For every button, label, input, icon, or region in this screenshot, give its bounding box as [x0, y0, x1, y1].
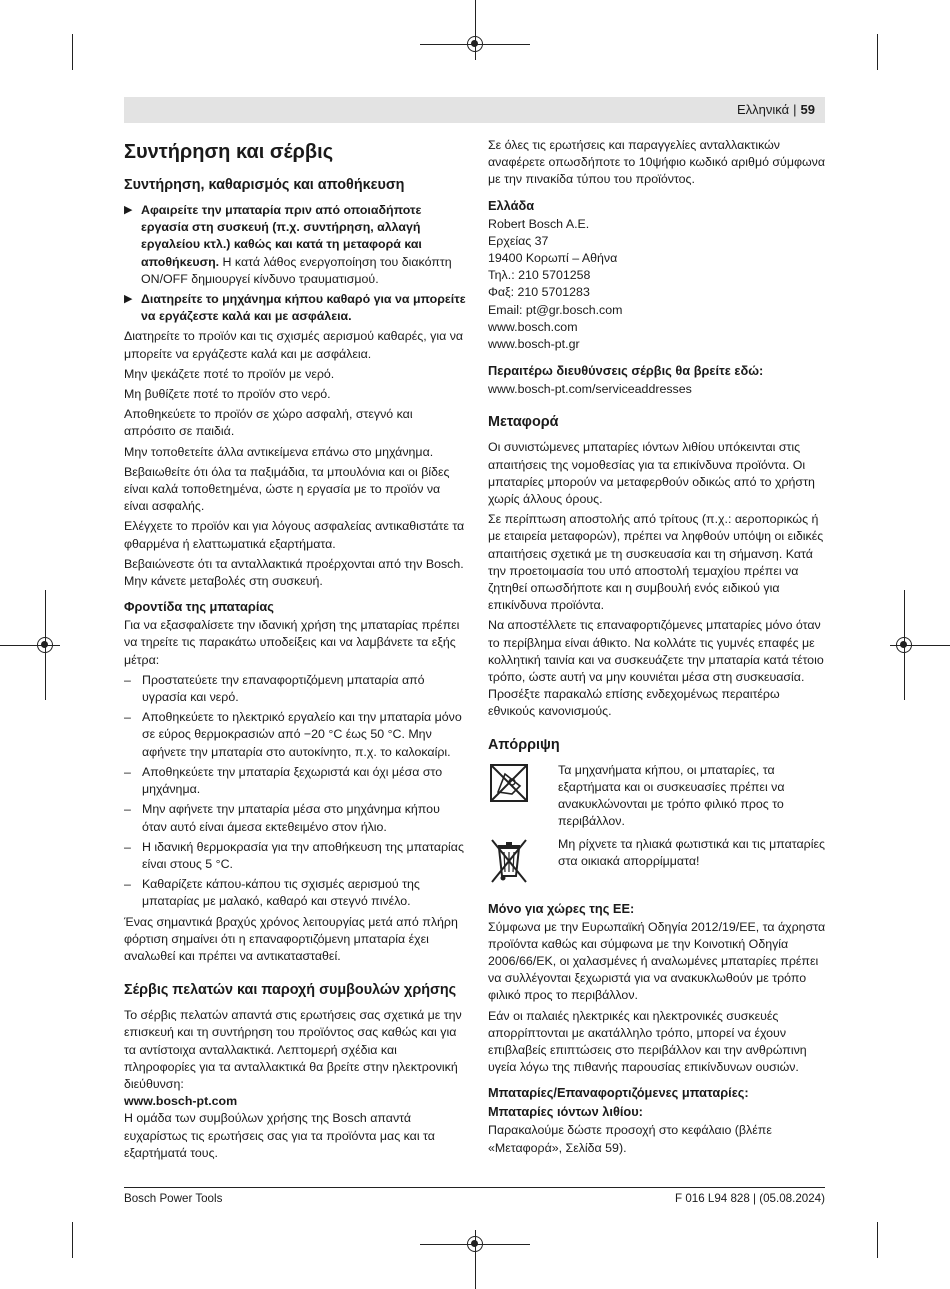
- transport-paragraph: Οι συνιστώμενες μπαταρίες ιόντων λιθίου υπόκεινται στις απαιτήσεις της νομοθεσίας για τα επικίνδυνα προϊόντα. Οι μπαταρίες μπορούν να μεταφερθούν οδικώς από το χρήστη χωρίς άλλους όρους.: [488, 440, 815, 507]
- list-item: – Καθαρίζετε κάπου-κάπου τις σχισμές αερισμού της μπαταρίας με μαλακό, καθαρό και στεγνό πινέλο.: [124, 876, 466, 910]
- safety-bullet-1-bold: Αφαιρείτε την μπαταρία πριν από οποιαδήποτε εργασία στη συσκευή (π.χ. συντήρηση, αλλαγή εργαλείου κτλ.) καθώς και κατά τη μεταφορά και αποθήκευση.: [141, 203, 422, 269]
- crop-mark-top-left: [72, 34, 73, 70]
- more-addresses-heading: Περαιτέρω διευθύνσεις σέρβις θα βρείτε εδώ:: [488, 363, 764, 379]
- crop-mark-bottom-left: [72, 1222, 73, 1258]
- spare-parts-intro: Σε όλες τις ερωτήσεις και παραγγελίες ανταλλακτικών αναφέρετε οπωσδήποτε το 10ψήφιο κωδικό αριθμό σύμφωνα με την πινακίδα τύπου του προϊόντος.: [488, 138, 826, 187]
- triangle-right-icon: ▶: [124, 204, 133, 216]
- header-separator: |: [793, 102, 797, 117]
- eu-paragraph: Εάν οι παλαιές ηλεκτρικές και ηλεκτρονικές συσκευές απορρίπτονται με ακατάλληλο τρόπο, μπορεί να έχουν επιβλαβείς επιπτώσεις στο περιβάλλον και την ανθρώπινη υγεία λόγω της πιθανής παρουσίας επικίνδυνων ουσιών.: [488, 1008, 807, 1075]
- left-column: [124, 137, 466, 1165]
- list-item: – Αποθηκεύετε την μπαταρία ξεχωριστά και όχι μέσα στο μηχάνημα.: [124, 764, 466, 798]
- disposal-text-2: Μη ρίχνετε τα ηλιακά φωτιστικά και τις μπαταρίες στα οικιακά απορρίμματα!: [558, 836, 825, 868]
- address-web-link[interactable]: www.bosch-pt.gr: [488, 337, 580, 352]
- no-household-waste-box-icon: [488, 762, 530, 804]
- safety-bullet-2-bold: Διατηρείτε το μηχάνημα κήπου καθαρό για να μπορείτε να εργάζεστε καλά και με ασφάλεια.: [141, 292, 466, 324]
- section-title: Συντήρηση και σέρβις: [124, 141, 334, 163]
- batteries-heading: Μπαταρίες/Επαναφορτιζόμενες μπαταρίες:: [488, 1085, 749, 1101]
- list-item: – Προστατεύετε την επαναφορτιζόμενη μπαταρία από υγρασία και νερό.: [124, 672, 466, 706]
- maintenance-heading: Συντήρηση, καθαρισμός και αποθήκευση: [124, 177, 405, 193]
- disposal-row-2: [488, 836, 826, 886]
- transport-paragraph: Σε περίπτωση αποστολής από τρίτους (π.χ.: αεροπορικώς ή με εταιρεία μεταφορών), πρέπει να ληφθούν υπόψη οι ειδικές απαιτήσεις σχετικά με τη συσκευασία και τη σήμανση. Κατά την προετοιμασία του υπό αποστολή τεμαχίου πρέπει να ζητηθεί οπωσδήποτε και η συμβουλή ενός ειδικού για επικίνδυνα προϊόντα.: [488, 512, 824, 613]
- battery-care-list: [124, 672, 466, 911]
- safety-bullet-2: [124, 291, 466, 325]
- disposal-row-1: [488, 762, 826, 831]
- crop-mark-bottom-right: [877, 1222, 878, 1258]
- footer-document-code: F 016 L94 828 | (05.08.2024): [675, 1192, 825, 1205]
- triangle-right-icon: ▶: [124, 293, 133, 306]
- maintenance-paragraph: Αποθηκεύετε το προϊόν σε χώρο ασφαλή, στεγνό και απρόσιτο σε παιδιά.: [124, 407, 413, 439]
- maintenance-paragraph: Βεβαιώνεστε ότι τα ανταλλακτικά προέρχονται από την Bosch. Μην κάνετε μεταβολές στη συσκευή.: [124, 556, 464, 589]
- page-header-label: [737, 102, 815, 117]
- list-item: – Μην αφήνετε την μπαταρία μέσα στο μηχάνημα κήπου όταν αυτό είναι άμεσα εκτεθειμένο στον ήλιο.: [124, 801, 466, 835]
- right-column: [488, 137, 826, 1160]
- list-item: – Αποθηκεύετε το ηλεκτρικό εργαλείο και την μπαταρία μόνο σε εύρος θερμοκρασιών από −20 °C έως 50 °C. Μην αφήνετε την μπαταρία στο αυτοκίνητο, π.χ. το καλοκαίρι.: [124, 709, 466, 761]
- page-header: [124, 97, 825, 123]
- transport-heading: Μεταφορά: [488, 414, 559, 431]
- lithium-heading: Μπαταρίες ιόντων λιθίου:: [488, 1104, 643, 1120]
- address-line: Φαξ: 210 5701283: [488, 285, 590, 300]
- disposal-text-1: Τα μηχανήματα κήπου, οι μπαταρίες, τα εξαρτήματα και οι συσκευασίες πρέπει να ανακυκλώνονται με τρόπο φιλικό προς το περιβάλλον.: [558, 762, 785, 829]
- registration-mark-right: [896, 637, 912, 653]
- eu-paragraph: Σύμφωνα με την Ευρωπαϊκή Οδηγία 2012/19/ΕΕ, τα άχρηστα προϊόντα καθώς και σύμφωνα με την Κοινοτική Οδηγία 2006/66/ΕΚ, οι χαλασμένες ή αναλωμένες μπαταρίες πρέπει να συλλέγονται ξεχωριστά για να ανακυκλωθούν με τρόπο φιλικό προς το περιβάλλον.: [488, 919, 826, 1003]
- address-line: Τηλ.: 210 5701258: [488, 268, 591, 283]
- list-item: – Η ιδανική θερμοκρασία για την αποθήκευση της μπαταρίας είναι στους 5 °C.: [124, 839, 466, 873]
- service-address: [488, 216, 826, 354]
- service-url-link[interactable]: www.bosch-pt.com: [124, 1094, 238, 1109]
- header-language: Ελληνικά: [736, 102, 790, 117]
- page-number: 59: [800, 102, 815, 117]
- maintenance-paragraph: Διατηρείτε το προϊόν και τις σχισμές αερισμού καθαρές, για να μπορείτε να εργάζεστε καλά και με ασφάλεια.: [124, 329, 464, 361]
- footer-brand: Bosch Power Tools: [124, 1192, 223, 1205]
- battery-care-outro: Ένας σημαντικά βραχύς χρόνος λειτουργίας μετά από πλήρη φόρτιση σημαίνει ότι η επαναφορτιζόμενη μπαταρία έχει αναλωθεί και πρέπει να αντικατασταθεί.: [124, 914, 458, 963]
- service-heading: Σέρβις πελατών και παροχή συμβουλών χρήσης: [124, 982, 457, 999]
- safety-bullet-1-rest: Η κατά λάθος ενεργοποίηση του διακόπτη ON/OFF δημιουργεί κίνδυνο τραυματισμού.: [141, 254, 452, 286]
- crop-mark-top-right: [877, 34, 878, 70]
- eu-heading: Μόνο για χώρες της ΕΕ:: [488, 900, 635, 916]
- crossed-out-wheelie-bin-icon: [488, 836, 530, 886]
- service-paragraph-1: Το σέρβις πελατών απαντά στις ερωτήσεις σας σχετικά με την επισκευή και τη συντήρηση του προϊόντος σας καθώς και για τα αντίστοιχα ανταλλακτικά. Λεπτομερή σχέδια και πληροφορίες για τα ανταλλακτικά θα βρείτε στην ηλεκτρονική διεύθυνση:: [124, 1008, 462, 1091]
- registration-mark-bottom: [467, 1236, 483, 1252]
- service-paragraph-2: Η ομάδα των συμβούλων χρήσης της Bosch απαντά ευχαρίστως τις ερωτήσεις σας για τα προϊόντα μας και τα εξαρτήματά τους.: [124, 1111, 435, 1160]
- disposal-heading: Απόρριψη: [488, 736, 560, 753]
- maintenance-paragraph: Ελέγχετε το προϊόν και για λόγους ασφαλείας αντικαθιστάτε τα φθαρμένα ή ελαττωματικά εξαρτήματα.: [124, 519, 465, 551]
- maintenance-paragraph: Μην τοποθετείτε άλλα αντικείμενα επάνω στο μηχάνημα.: [124, 444, 434, 459]
- registration-mark-left: [37, 637, 53, 653]
- address-email-link[interactable]: Email: pt@gr.bosch.com: [488, 302, 623, 317]
- battery-care-heading: Φροντίδα της μπαταρίας: [124, 599, 274, 615]
- maintenance-paragraph: Μην ψεκάζετε ποτέ το προϊόν με νερό.: [124, 366, 335, 381]
- more-addresses-link[interactable]: www.bosch-pt.com/serviceaddresses: [488, 382, 692, 397]
- footer-divider: [124, 1187, 825, 1188]
- battery-care-intro: Για να εξασφαλίσετε την ιδανική χρήση της μπαταρίας πρέπει να τηρείτε τις παρακάτω υποδείξεις και να λαμβάνετε τα εξής μέτρα:: [124, 618, 460, 667]
- maintenance-paragraph: Βεβαιωθείτε ότι όλα τα παξιμάδια, τα μπουλόνια και οι βίδες είναι καλά τοποθετημένα, ώστε η εργασία με το προϊόν να είναι ασφαλής.: [124, 464, 450, 514]
- lithium-text: Παρακαλούμε δώστε προσοχή στο κεφάλαιο (βλέπε «Μεταφορά», Σελίδα 59).: [488, 1123, 772, 1155]
- address-line: 19400 Κορωπί – Αθήνα: [488, 251, 618, 266]
- registration-mark-top: [467, 36, 483, 52]
- transport-paragraph: Να αποστέλλετε τις επαναφορτιζόμενες μπαταρίες μόνο όταν το περίβλημα είναι άθικτο. Να κολλάτε τις γυμνές επαφές με κολλητική ταινία και να συσκευάζετε την μπαταρία κατά τέτοιο τρόπο, ώστε αυτή να μην κουνιέται μέσα στη συσκευασία. Προσέξτε παρακαλώ επίσης ενδεχομένως περαιτέρω εθνικούς κανονισμούς.: [488, 618, 824, 719]
- maintenance-paragraph: Μη βυθίζετε ποτέ το προϊόν στο νερό.: [124, 387, 331, 402]
- country-heading: Ελλάδα: [488, 197, 535, 213]
- address-line: Ερχείας 37: [488, 233, 549, 248]
- safety-bullet-1: [124, 202, 466, 288]
- address-line: Robert Bosch A.E.: [488, 216, 590, 231]
- address-web-link[interactable]: www.bosch.com: [488, 319, 578, 334]
